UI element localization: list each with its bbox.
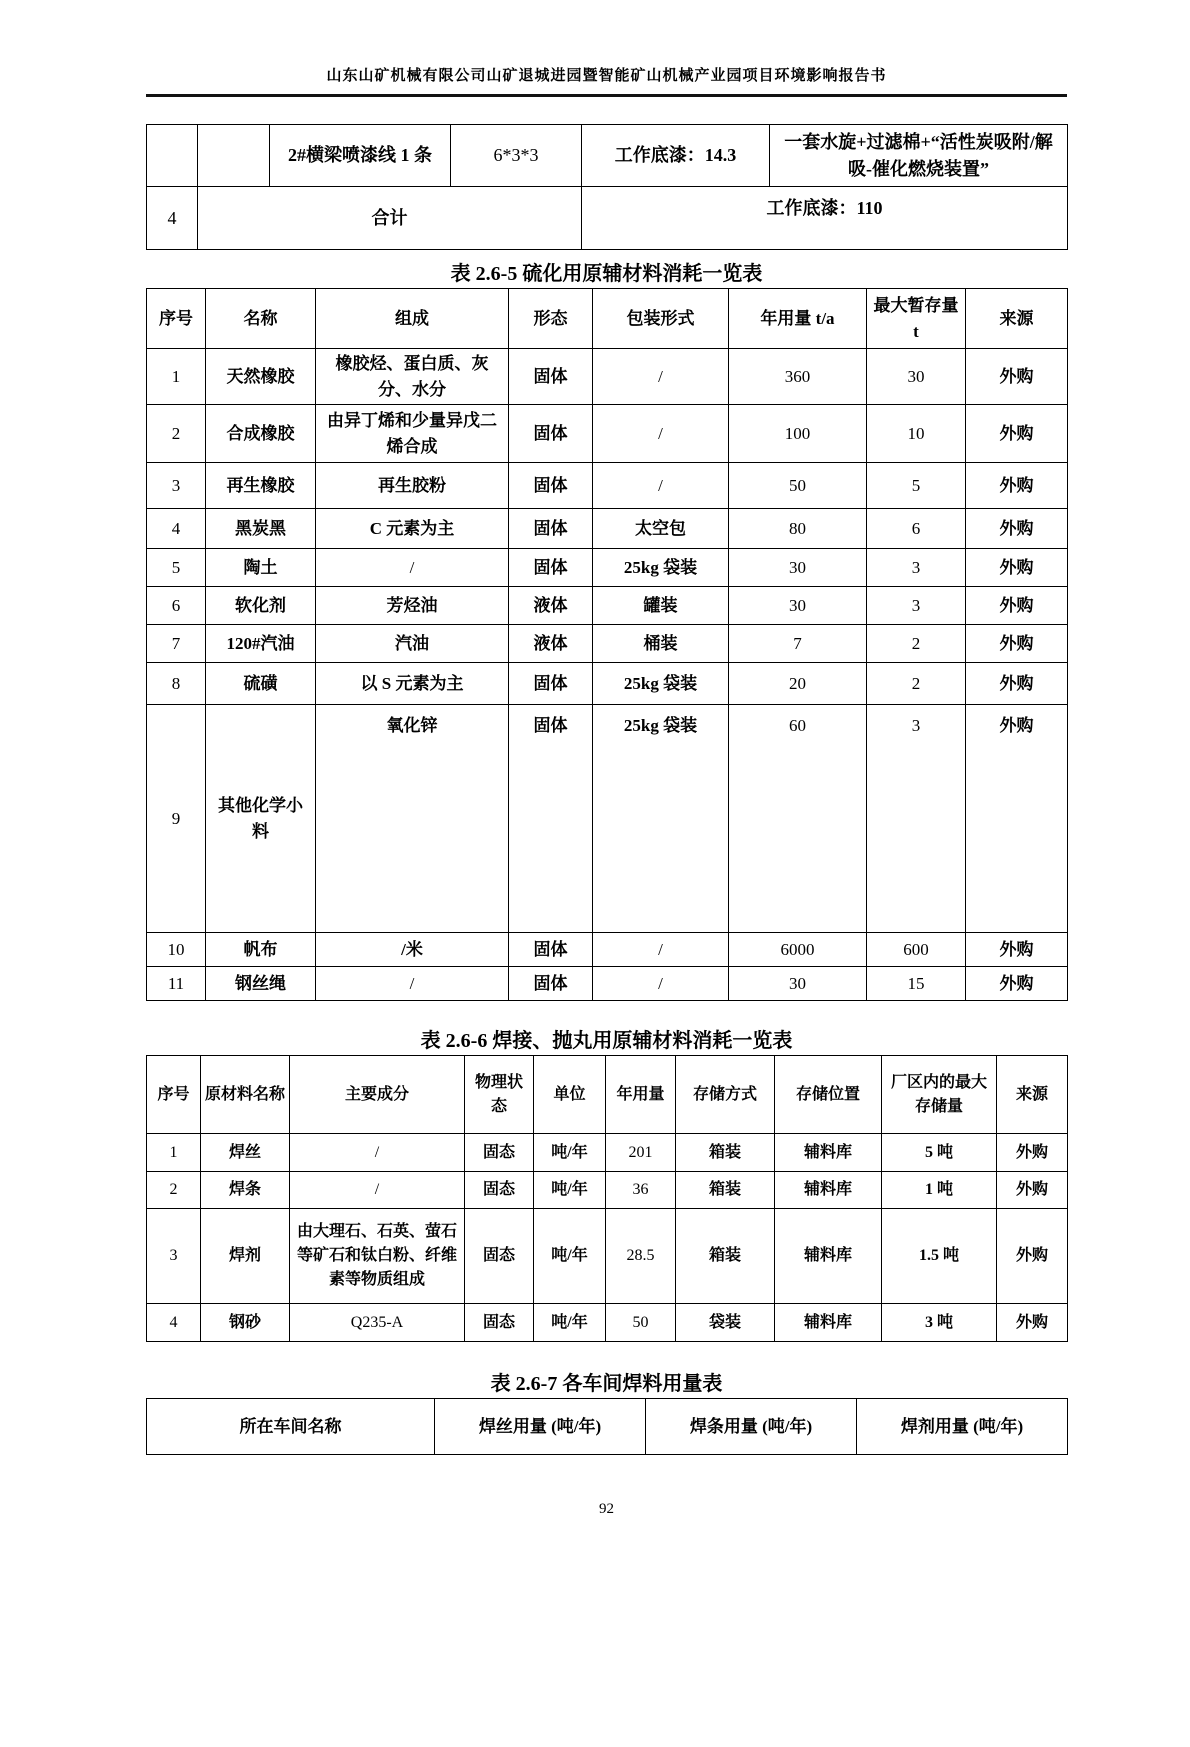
header-cell: 年用量 [606,1056,676,1134]
table-cell: 固体 [509,933,593,967]
table-cell: 1.5 吨 [882,1209,997,1304]
table-cell: 陶土 [206,549,316,587]
table-cell: 5 [867,463,966,509]
table-cell: 外购 [997,1134,1068,1172]
table-cell: 4 [147,1304,201,1342]
table-row [147,933,1068,967]
table-cell: / [290,1172,465,1209]
header-cell: 焊条用量 (吨/年) [646,1399,857,1455]
header-cell: 存储方式 [676,1056,775,1134]
document-header-title: 山东山矿机械有限公司山矿退城进园暨智能矿山机械产业园项目环境影响报告书 [146,64,1067,97]
table-cell: 30 [729,967,867,1001]
header-cell: 原材料名称 [201,1056,290,1134]
table-cell: Q235-A [290,1304,465,1342]
table-cell: 桶装 [593,625,729,663]
table-cell: 焊丝 [201,1134,290,1172]
table-cell: 2 [867,663,966,705]
table-cell: 钢丝绳 [206,967,316,1001]
paint-line-summary-table [146,124,1068,250]
table-266-title: 表 2.6-6 焊接、抛丸用原辅材料消耗一览表 [420,1030,793,1052]
table-cell: 28.5 [606,1209,676,1304]
workshop-solder-usage-table-body [147,1399,1068,1455]
table-cell: 5 [147,549,206,587]
table-row [147,549,1068,587]
header-cell: 单位 [534,1056,606,1134]
workshop-solder-usage-table [146,1398,1068,1455]
table-265-title: 表 2.6-5 硫化用原辅材料消耗一览表 [450,263,763,285]
table-cell: 袋装 [676,1304,775,1342]
table-cell: 辅料库 [775,1304,882,1342]
table-cell: 外购 [966,587,1068,625]
header-cell: 物理状态 [465,1056,534,1134]
table-267-title: 表 2.6-7 各车间焊料用量表 [490,1373,723,1395]
table-cell: 辅料库 [775,1172,882,1209]
header-cell: 序号 [147,289,206,349]
table-cell: 固体 [509,967,593,1001]
table-cell: 30 [729,549,867,587]
header-cell: 焊丝用量 (吨/年) [435,1399,646,1455]
table-cell: 10 [867,405,966,463]
table-row [147,705,1068,933]
table-cell: 360 [729,349,867,405]
table-cell: 固体 [509,663,593,705]
welding-shotblast-materials-table [146,1055,1068,1342]
table-cell: 外购 [997,1209,1068,1304]
table-row [147,1056,1068,1134]
table-row [147,1172,1068,1209]
header-cell: 来源 [966,289,1068,349]
table-cell: 外购 [966,349,1068,405]
table-cell: 芳烃油 [316,587,509,625]
table-cell: 36 [606,1172,676,1209]
table-cell: / [593,967,729,1001]
table-cell: / [290,1134,465,1172]
table-cell: 1 [147,1134,201,1172]
table-cell: 一套水旋+过滤棉+“活性炭吸附/解吸-催化燃烧装置” [770,125,1068,187]
table-cell: 吨/年 [534,1134,606,1172]
table-cell: C 元素为主 [316,509,509,549]
table-row [147,663,1068,705]
header-cell: 名称 [206,289,316,349]
table-cell: 固态 [465,1172,534,1209]
table-cell [198,125,270,187]
table-cell: 工作底漆：14.3 [582,125,770,187]
table-row [147,967,1068,1001]
table-row [147,187,1068,250]
table-row [147,509,1068,549]
table-cell: / [593,463,729,509]
table-cell: /米 [316,933,509,967]
table-cell: 6*3*3 [451,125,582,187]
table-cell: 外购 [966,405,1068,463]
table-cell: 8 [147,663,206,705]
table-cell: 氧化锌 [316,705,509,933]
table-cell: 外购 [966,549,1068,587]
table-cell: 3 [147,1209,201,1304]
table-cell: 太空包 [593,509,729,549]
table-cell: 6 [867,509,966,549]
table-cell: 1 [147,349,206,405]
table-cell: 帆布 [206,933,316,967]
table-cell: 2 [147,405,206,463]
table-cell: 固体 [509,509,593,549]
header-cell: 厂区内的最大存储量 [882,1056,997,1134]
table-row [147,1399,1068,1455]
table-cell: 1 吨 [882,1172,997,1209]
table-cell: 外购 [997,1304,1068,1342]
table-cell: 其他化学小料 [206,705,316,933]
table-cell: / [593,405,729,463]
table-row [147,349,1068,405]
table-cell: 钢砂 [201,1304,290,1342]
table-cell: 固态 [465,1304,534,1342]
table-cell: 吨/年 [534,1209,606,1304]
table-cell: 外购 [997,1172,1068,1209]
table-cell: 4 [147,187,198,250]
table-cell: 20 [729,663,867,705]
table-cell: 焊条 [201,1172,290,1209]
table-cell: 10 [147,933,206,967]
table-cell: 箱装 [676,1209,775,1304]
header-cell: 存储位置 [775,1056,882,1134]
vulcanization-materials-table [146,288,1068,1001]
table-cell: 再生胶粉 [316,463,509,509]
table-cell: 焊剂 [201,1209,290,1304]
table-cell [147,125,198,187]
table-cell: 25kg 袋装 [593,549,729,587]
table-row [147,125,1068,187]
table-cell: / [316,549,509,587]
table-cell: 50 [729,463,867,509]
table-cell: 固体 [509,549,593,587]
table-cell: 5 吨 [882,1134,997,1172]
header-cell: 焊剂用量 (吨/年) [857,1399,1068,1455]
table-cell: 30 [729,587,867,625]
table-cell: 7 [147,625,206,663]
page-content [146,64,1067,1518]
table-row [147,463,1068,509]
table-cell: 外购 [966,625,1068,663]
table-cell: 2#横梁喷漆线 1 条 [270,125,451,187]
table-cell: 固态 [465,1209,534,1304]
table-cell: 吨/年 [534,1304,606,1342]
table-cell: 30 [867,349,966,405]
table-cell: 吨/年 [534,1172,606,1209]
table-cell: 60 [729,705,867,933]
table-cell: 外购 [966,663,1068,705]
table-row [147,1134,1068,1172]
table-cell: 黑炭黑 [206,509,316,549]
header-cell: 组成 [316,289,509,349]
table-row [147,587,1068,625]
header-cell: 形态 [509,289,593,349]
table-cell: / [593,349,729,405]
table-cell: 固体 [509,705,593,933]
header-cell: 主要成分 [290,1056,465,1134]
table-cell: 外购 [966,509,1068,549]
table-row [147,1304,1068,1342]
table-cell: 25kg 袋装 [593,705,729,933]
table-cell: 3 吨 [882,1304,997,1342]
table-cell: 11 [147,967,206,1001]
table-cell: 由异丁烯和少量异戊二烯合成 [316,405,509,463]
welding-shotblast-materials-table-body [147,1056,1068,1342]
header-cell: 包装形式 [593,289,729,349]
table-cell: 120#汽油 [206,625,316,663]
table-cell: 软化剂 [206,587,316,625]
table-cell: 2 [147,1172,201,1209]
header-cell: 序号 [147,1056,201,1134]
table-cell: 3 [867,549,966,587]
vulcanization-materials-table-body [147,289,1068,1001]
table-cell: 合成橡胶 [206,405,316,463]
paint-line-summary-table-body [147,125,1068,250]
table-cell: 以 S 元素为主 [316,663,509,705]
header-cell: 来源 [997,1056,1068,1134]
table-cell: 箱装 [676,1172,775,1209]
table-cell: 3 [867,705,966,933]
table-cell: 工作底漆：110 [582,187,1068,250]
table-cell: / [316,967,509,1001]
table-cell: 6 [147,587,206,625]
table-row [147,405,1068,463]
table-cell: 液体 [509,625,593,663]
table-cell: 600 [867,933,966,967]
table-cell: 合计 [198,187,582,250]
table-cell: 50 [606,1304,676,1342]
table-cell: 汽油 [316,625,509,663]
table-cell: 橡胶烃、蛋白质、灰分、水分 [316,349,509,405]
document-page [0,64,1190,1747]
table-cell: 7 [729,625,867,663]
table-cell: 100 [729,405,867,463]
table-cell: 外购 [966,463,1068,509]
table-cell: 外购 [966,967,1068,1001]
table-cell: 辅料库 [775,1209,882,1304]
table-cell: 辅料库 [775,1134,882,1172]
header-cell: 所在车间名称 [147,1399,435,1455]
table-cell: 液体 [509,587,593,625]
table-cell: 硫磺 [206,663,316,705]
header-cell: 年用量 t/a [729,289,867,349]
table-cell: 固体 [509,349,593,405]
table-cell: 6000 [729,933,867,967]
table-cell: 固体 [509,463,593,509]
table-cell: / [593,933,729,967]
table-cell: 2 [867,625,966,663]
table-cell: 25kg 袋装 [593,663,729,705]
table-cell: 4 [147,509,206,549]
table-cell: 罐装 [593,587,729,625]
table-cell: 外购 [966,705,1068,933]
table-cell: 3 [867,587,966,625]
table-cell: 3 [147,463,206,509]
table-row [147,289,1068,349]
table-cell: 天然橡胶 [206,349,316,405]
table-cell: 固体 [509,405,593,463]
table-cell: 15 [867,967,966,1001]
table-cell: 201 [606,1134,676,1172]
table-row [147,625,1068,663]
table-cell: 由大理石、石英、萤石等矿石和钛白粉、纤维素等物质组成 [290,1209,465,1304]
table-cell: 80 [729,509,867,549]
table-row [147,1209,1068,1304]
table-cell: 再生橡胶 [206,463,316,509]
table-cell: 9 [147,705,206,933]
table-cell: 固态 [465,1134,534,1172]
table-cell: 箱装 [676,1134,775,1172]
page-number: 92 [599,1501,614,1517]
table-cell: 外购 [966,933,1068,967]
header-cell: 最大暂存量 t [867,289,966,349]
